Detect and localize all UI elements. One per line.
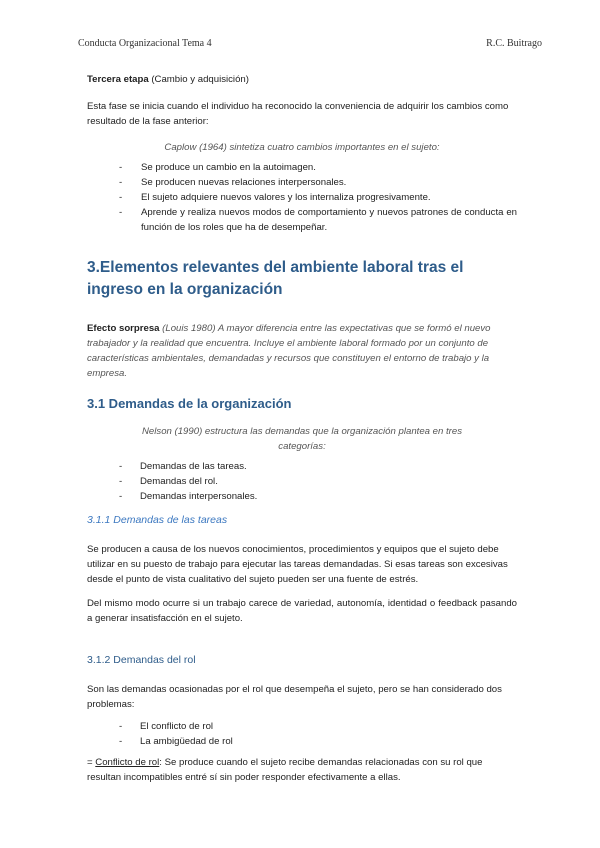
running-header-left: Conducta Organizacional Tema 4 (78, 38, 212, 49)
list-item: - La ambigüedad de rol (119, 736, 233, 747)
conflicto-rol-label: Conflicto de rol (95, 757, 160, 768)
section-3-title: 3.Elementos relevantes del ambiente laboral tras el ingreso en la organización (87, 259, 464, 298)
caplow-quote: Caplow (1964) sintetiza cuatro cambios importantes en el sujeto: (164, 142, 440, 153)
running-header-right: R.C. Buitrago (486, 38, 542, 49)
efecto-sorpresa-label: Efecto sorpresa (87, 323, 160, 334)
list-item: - Demandas de las tareas. (119, 461, 247, 472)
tercera-etapa-intro: Esta fase se inicia cuando el individuo ha reconocido la conveniencia de adquirir los cambios como resultado de la fase anterior: (87, 101, 509, 127)
list-item: - El conflicto de rol (119, 721, 214, 732)
demandas-tareas-paragraph-1: Se producen a causa de los nuevos conocimientos, procedimientos y equipos que el sujeto debe utilizar en su puesto de trabajo para ejecutar las tareas demandadas. Si esas tareas son excesivas desde el punto de vista cualitativo del sujeto pueden ser una fuente de estrés. (87, 544, 508, 585)
conflicto-rol-text: : Se produce cuando el sujeto recibe demandas relacionadas con su rol que resultan incompatibles entré sí sin poder responder efectivamente a ellas. (87, 757, 483, 783)
tercera-etapa-heading (87, 72, 517, 87)
caplow-list (87, 160, 517, 235)
list-item: - Aprende y realiza nuevos modos de comportamiento y nuevos patrones de conducta en función de los roles que ha de desempeñar. (119, 207, 517, 233)
demandas-tareas-paragraph-2: Del mismo modo ocurre si un trabajo carece de variedad, autonomía, identidad o feedback pasando a generar insatisfacción en el sujeto. (87, 598, 517, 624)
section-3-1-2-title: 3.1.2 Demandas del rol (87, 654, 196, 666)
page-body (87, 72, 517, 785)
list-item: - Demandas interpersonales. (119, 491, 258, 502)
list-item: - Demandas del rol. (119, 476, 218, 487)
efecto-sorpresa-text: (Louis 1980) A mayor diferencia entre las expectativas que se formó el nuevo trabajador y la realidad que encuentra. Incluye el ambiente laboral formado por un conjunto de características ambientales, demandadas y recursos que constituyen el entorno de trabajo y la empresa. (87, 323, 491, 379)
section-3-1-title: 3.1 Demandas de la organización (87, 396, 292, 411)
rol-problems-list (87, 719, 517, 749)
demandas-list (87, 459, 517, 504)
conflicto-rol-paragraph (87, 755, 517, 785)
nelson-quote: Nelson (1990) estructura las demandas que la organización plantea en tres categorías: (142, 426, 462, 452)
tercera-etapa-title: Tercera etapa (87, 74, 149, 85)
conflict-prefix: = (87, 757, 96, 768)
demandas-rol-paragraph: Son las demandas ocasionadas por el rol que desempeña el sujeto, pero se han considerado dos problemas: (87, 684, 502, 710)
list-item: - Se producen nuevas relaciones interpersonales. (119, 177, 347, 188)
section-3-1-1-title: 3.1.1 Demandas de las tareas (87, 514, 228, 526)
efecto-sorpresa-paragraph (87, 321, 517, 381)
list-item: - El sujeto adquiere nuevos valores y los internaliza progresivamente. (119, 192, 431, 203)
tercera-etapa-subtitle: (Cambio y adquisición) (148, 74, 249, 85)
list-item: - Se produce un cambio en la autoimagen. (119, 162, 316, 173)
